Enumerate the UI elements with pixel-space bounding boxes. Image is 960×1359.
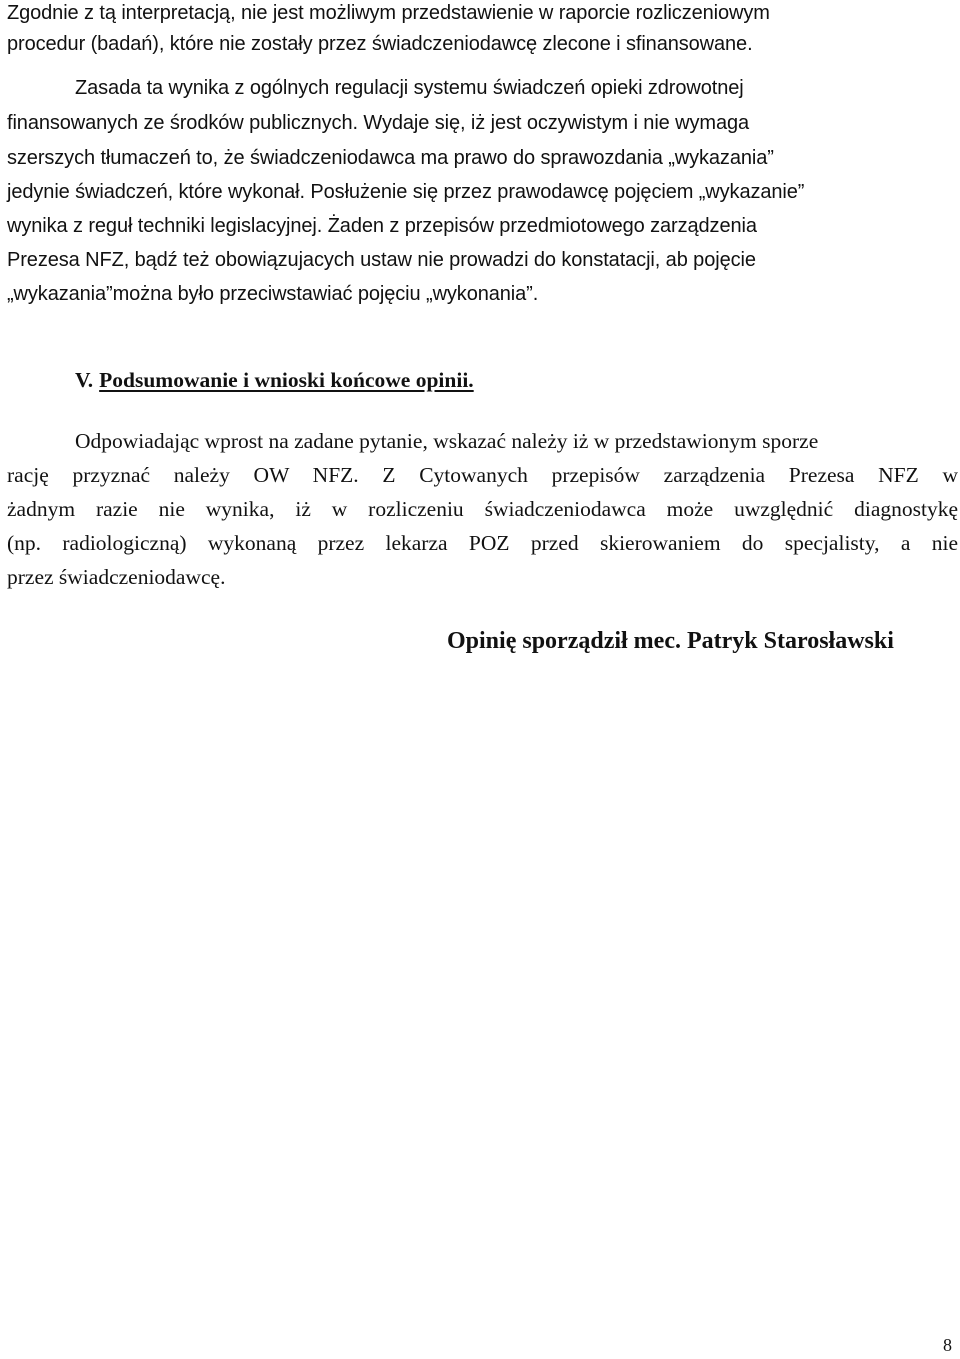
section-number: V.: [75, 368, 94, 392]
text-line: Zasada ta wynika z ogólnych regulacji systemu świadczeń opieki zdrowotnej: [75, 77, 744, 99]
text-line: rację przyznać należy OW NFZ. Z Cytowanych przepisów zarządzenia Prezesa NFZ w: [7, 463, 958, 487]
text-line: Zgodnie z tą interpretacją, nie jest możliwym przedstawienie w raporcie rozliczeniowym: [7, 2, 770, 24]
text-line: szerszych tłumaczeń to, że świadczeniodawca ma prawo do sprawozdania „wykazania”: [7, 147, 774, 169]
text-line: wynika z reguł techniki legislacyjnej. Żaden z przepisów przedmiotowego zarządzenia: [7, 215, 757, 237]
text-line: przez świadczeniodawcę.: [7, 565, 226, 589]
text-line: jedynie świadczeń, które wykonał. Posłużenie się przez prawodawcę pojęciem „wykazanie”: [7, 181, 805, 203]
signature-line: Opinię sporządził mec. Patryk Starosławski: [447, 628, 894, 654]
text-line: Prezesa NFZ, bądź też obowiązujacych ustaw nie prowadzi do konstatacji, ab pojęcie: [7, 249, 756, 271]
text-line: procedur (badań), które nie zostały przez świadczeniodawcę zlecone i sfinansowane.: [7, 33, 753, 55]
section-heading: [75, 363, 474, 397]
text-line: „wykazania”można było przeciwstawiać pojęciu „wykonania”.: [7, 283, 539, 305]
text-line: (np. radiologiczną) wykonaną przez lekarza POZ przed skierowaniem do specjalisty, a nie: [7, 531, 958, 555]
text-line: Odpowiadając wprost na zadane pytanie, wskazać należy iż w przedstawionym sporze: [75, 429, 819, 453]
text-line: finansowanych ze środków publicznych. Wydaje się, iż jest oczywistym i nie wymaga: [7, 112, 750, 134]
page-number: 8: [943, 1335, 952, 1355]
section-title: Podsumowanie i wnioski końcowe opinii.: [99, 368, 474, 392]
text-line: żadnym razie nie wynika, iż w rozliczeniu świadczeniodawca może uwzględnić diagnostykę: [7, 497, 958, 521]
